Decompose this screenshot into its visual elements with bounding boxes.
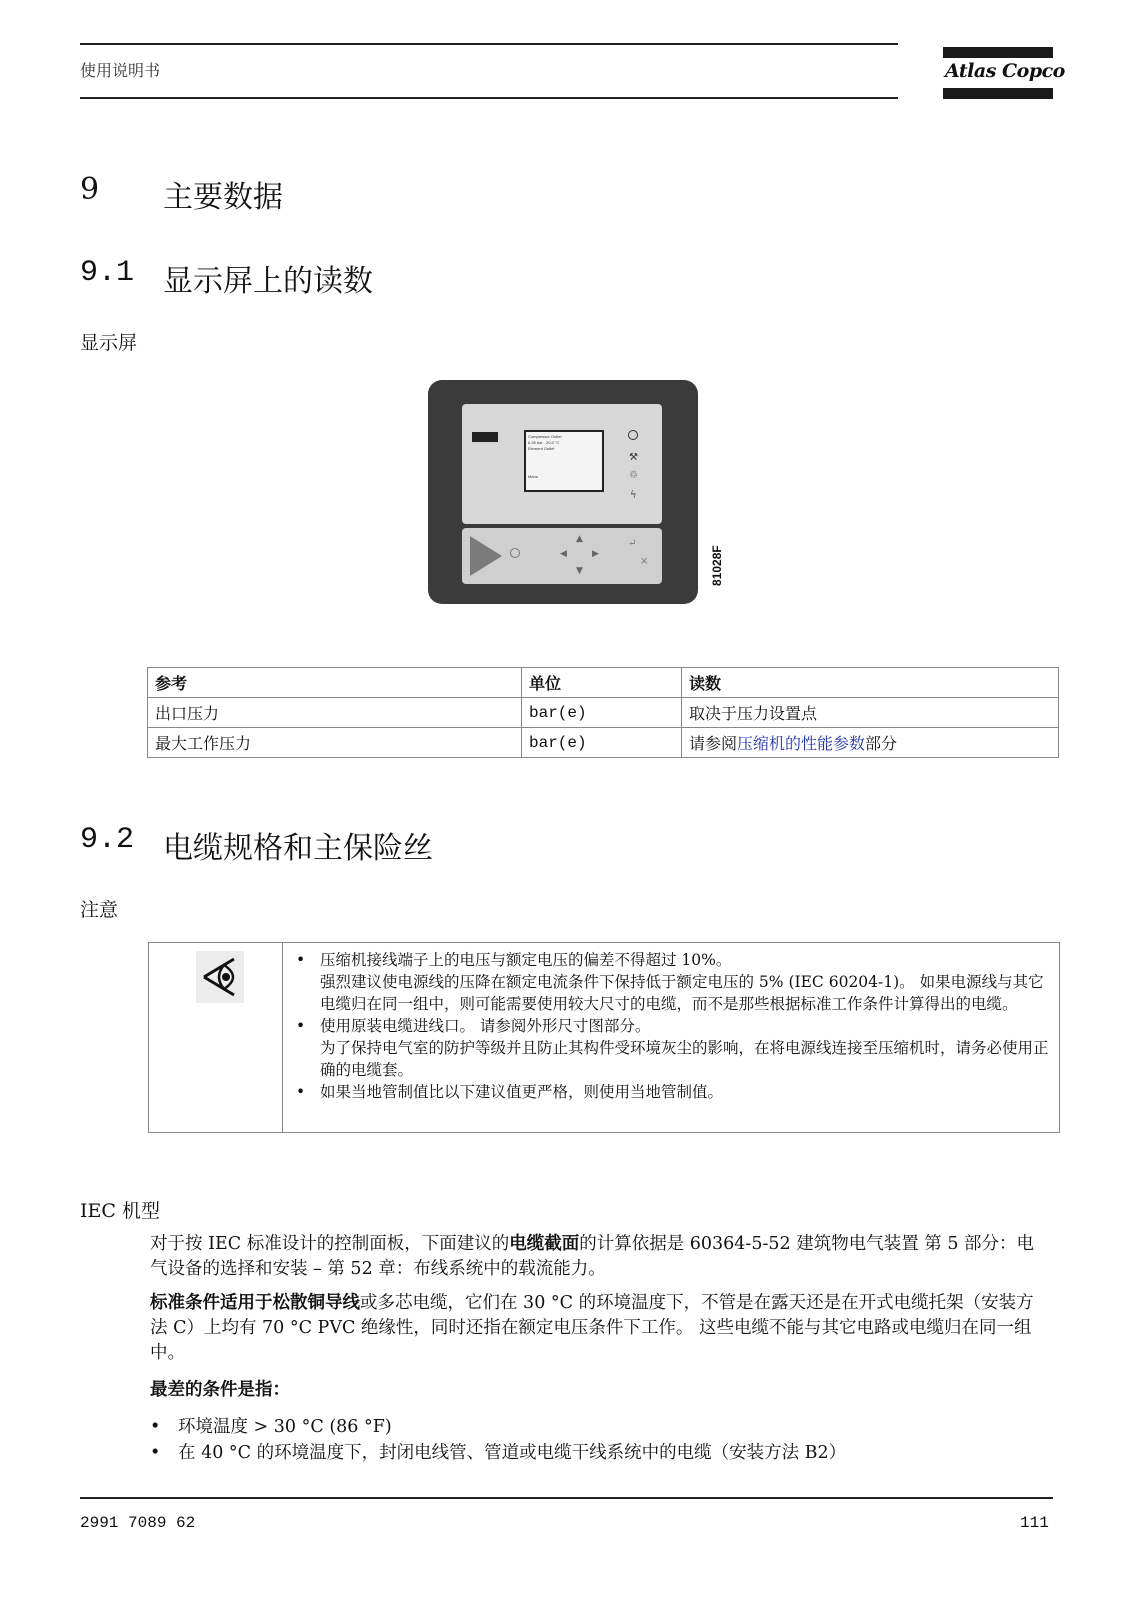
power-icon (628, 430, 638, 440)
controller-screen: Compressor Outlet 6.28 bar 20.0 °C Element Outlet Menu (524, 430, 604, 492)
arrow-up-icon[interactable]: ▲ (576, 534, 583, 544)
attention-eye-icon (196, 951, 244, 1003)
table-cell-reading: 请参阅压缩机的性能参数部分 (682, 728, 1059, 758)
worst-conditions-label: 最差的条件是指： (150, 1380, 290, 1400)
arrow-left-icon[interactable]: ◀ (560, 549, 567, 559)
list-item: • 在 40 °C 的环境温度下，封闭电线管、管道或电缆干线系统中的电缆（安装方法 B2） (150, 1440, 846, 1466)
section-9-2-number: 9.2 (80, 823, 135, 857)
notice-item: • 使用原装电缆进线口。 请参阅外形尺寸图部分。 为了保持电气室的防护等级并且防止其构件受环境灰尘的影响，在将电源线连接至压缩机时，请务必使用正确的电缆套。 (292, 1015, 1054, 1081)
atlas-copco-logo: Atlas Copco (943, 47, 1053, 99)
table-header: 参考 (148, 668, 522, 698)
notice-item: • 压缩机接线端子上的电压与额定电压的偏差不得超过 10%。 强烈建议使电源线的压降在额定电流条件下保持低于额定电压的 5% (IEC 60204-1)。 如果电源线与其它电缆归在同一组中，则可能需要使用较大尺寸的电缆，而不是那些根据标准工作条件计算得出的电缆。 (292, 949, 1054, 1015)
section-9-number: 9 (80, 172, 100, 207)
recycle-icon: ♲ (629, 470, 638, 481)
doc-number: 2991 7089 62 (80, 1514, 196, 1532)
table-cell-ref: 出口压力 (148, 698, 522, 728)
table-header-row (148, 668, 1059, 698)
controller-keypad (462, 528, 662, 584)
figure-code: 81028F (710, 545, 724, 586)
footer-rule (80, 1497, 1053, 1499)
panel-brand-mark (472, 432, 498, 442)
arrow-right-icon[interactable]: ▶ (592, 549, 599, 559)
section-9-2-title: 电缆规格和主保险丝 (163, 831, 433, 866)
wrench-icon: ⚒ (629, 452, 638, 463)
notice-item: • 如果当地管制值比以下建议值更严格，则使用当地管制值。 (292, 1081, 1054, 1103)
header-bottom-rule (80, 97, 898, 99)
header-label: 使用说明书 (80, 61, 161, 80)
table-row (148, 698, 1059, 728)
section-9-1-title: 显示屏上的读数 (163, 264, 373, 299)
table-cell-unit: bar(e) (522, 698, 682, 728)
enter-icon[interactable]: ↵ (628, 538, 637, 549)
arrow-down-icon[interactable]: ▼ (576, 566, 583, 576)
notice-sublabel: 注意 (80, 899, 119, 921)
header-top-rule (80, 43, 898, 45)
section-9-title: 主要数据 (163, 180, 283, 215)
controller-figure (428, 380, 724, 604)
table-cell-ref: 最大工作压力 (148, 728, 522, 758)
table-header: 读数 (682, 668, 1059, 698)
escape-icon[interactable]: × (640, 556, 649, 567)
table-cell-unit: bar(e) (522, 728, 682, 758)
stop-button[interactable] (510, 548, 520, 558)
performance-data-link[interactable]: 压缩机的性能参数 (737, 734, 866, 753)
controller-display-panel (462, 404, 662, 524)
section-9-1-number: 9.1 (80, 256, 135, 290)
notice-list (292, 949, 1054, 1103)
iec-paragraph-2: 标准条件适用于松散铜导线或多芯电缆，它们在 30 °C 的环境温度下，不管是在露天还是在开式电缆托架（安装方法 C）上均有 70 °C PVC 绝缘性，同时还指在额定电压条件下工作。 这些电缆不能与其它电路或电缆归在同一组中。 (150, 1293, 1034, 1363)
iec-label: IEC 机型 (80, 1200, 160, 1222)
table-row (148, 728, 1059, 758)
notice-box (148, 942, 1060, 1133)
lightning-icon: ϟ (630, 490, 637, 501)
readings-table (147, 667, 1059, 758)
table-header: 单位 (522, 668, 682, 698)
list-item: • 环境温度 > 30 °C (86 °F) (150, 1414, 846, 1440)
display-sublabel: 显示屏 (80, 332, 138, 354)
worst-conditions-list (150, 1414, 846, 1466)
table-cell-reading: 取决于压力设置点 (682, 698, 1059, 728)
notice-icon-cell (149, 943, 283, 1132)
start-button[interactable] (470, 536, 502, 576)
iec-paragraph-1: 对于按 IEC 标准设计的控制面板，下面建议的电缆截面的计算依据是 60364-5-52 建筑物电气装置 第 5 部分：电气设备的选择和安装 – 第 52 章：布线系统中的载流能力。 (150, 1234, 1035, 1279)
page-number: 111 (1020, 1514, 1049, 1532)
